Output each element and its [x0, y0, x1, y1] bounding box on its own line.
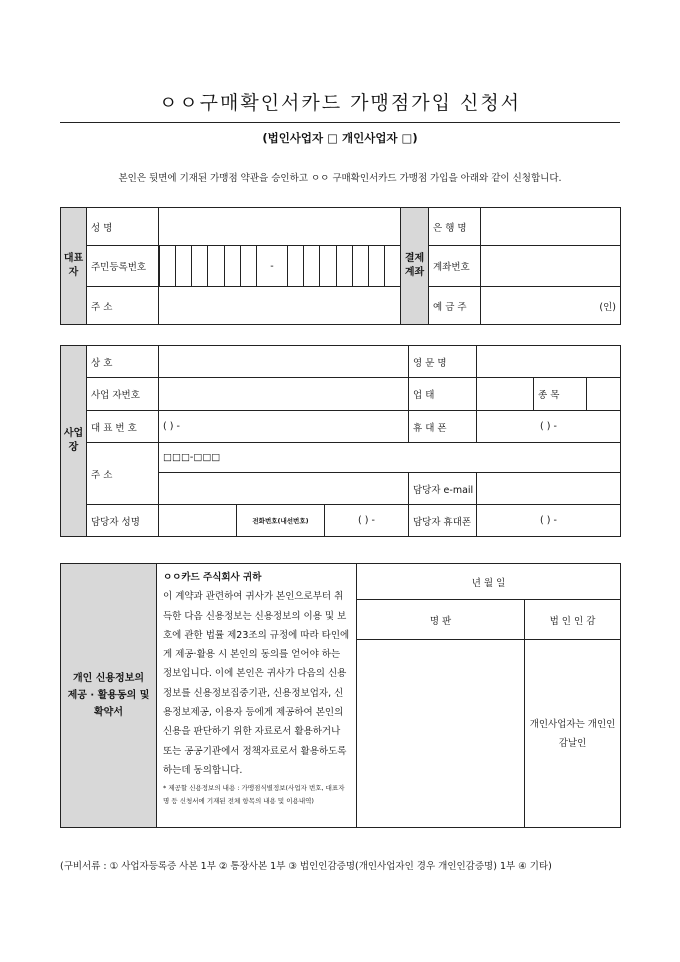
mobile-label: 휴 대 폰 [409, 411, 477, 443]
holder-field[interactable] [481, 287, 621, 325]
postal-code: □□□-□□□ [163, 452, 221, 463]
consent-heading: ㅇㅇ카드 주식회사 귀하 [163, 572, 262, 583]
form-title: ㅇㅇ구매확인서카드 가맹점가입 신청서 [158, 92, 522, 114]
payment-account-label: 결제계좌 [401, 208, 429, 325]
intro-statement: 본인은 뒷면에 기재된 가맹점 약관을 승인하고 ㅇㅇ 구매확인서카드 가맹점 가입을 아래와 같이 신청합니다. [118, 173, 562, 184]
postal-code-field[interactable] [159, 443, 621, 473]
mobile-field[interactable]: ( ) - [477, 411, 621, 443]
trade-name-label: 상 호 [87, 346, 159, 378]
consent-section-label: 개인 신용정보의 제공 · 활용동의 및 확약서 [61, 564, 157, 828]
consent-text-block [157, 564, 357, 828]
required-documents-note: (구비서류 : ① 사업자등록증 사본 1부 ② 통장사본 1부 ③ 법인인감증명(개인사업자인 경우 개인인감증명) 1부 ④ 기타) [60, 861, 552, 872]
manager-mobile-label: 담당자 휴대폰 [409, 505, 477, 537]
resident-number-label: 주민등록번호 [87, 246, 159, 287]
bank-field[interactable] [481, 208, 621, 246]
signature-label: 명 판 [357, 600, 525, 640]
title-underline [60, 122, 620, 123]
manager-email-field[interactable] [477, 473, 621, 505]
signature-field[interactable] [357, 640, 525, 828]
consent-table [60, 563, 621, 828]
business-type-cell [477, 378, 621, 411]
seal-mark: (인) [599, 301, 616, 313]
name-label: 성 명 [87, 208, 159, 246]
manager-name-label: 담당자 성명 [87, 505, 159, 537]
corporate-seal-field[interactable] [525, 640, 621, 828]
extension-phone-label: 전화번호(내선번호) [237, 505, 325, 537]
resident-number-dash: - [256, 246, 287, 286]
address-field[interactable] [159, 287, 401, 325]
english-name-label: 영 문 명 [409, 346, 477, 378]
bank-label: 은 행 명 [429, 208, 481, 246]
resident-number-field[interactable] [159, 246, 401, 287]
business-number-label: 사업 자번호 [87, 378, 159, 411]
date-field[interactable]: 년 월 일 [357, 564, 621, 600]
business-number-field[interactable] [159, 378, 409, 411]
english-name-field[interactable] [477, 346, 621, 378]
consent-body: 이 계약과 관련하여 귀사가 본인으로부터 취득한 다음 신용정보는 신용정보의 이용 및 보호에 관한 법률 제23조의 규정에 따라 타인에게 제공·활용 시 본인의 동의를 얻어야 하는 정보입니다. 이에 본인은 귀사가 다음의 신용정보를 신용정보집중기관, 신용정보업자, 신용정보제공, 이용자 등에게 제공하여 본인의 신용을 판단하기 위한 자료로서 활용하거나 또는 공공기관에서 정책자료로서 활용하도록 하는데 동의합니다. [163, 591, 350, 776]
holder-label: 예 금 주 [429, 287, 481, 325]
business-type-label: 업 태 [409, 378, 477, 411]
main-phone-label: 대 표 번 호 [87, 411, 159, 443]
trade-name-field[interactable] [159, 346, 409, 378]
name-field[interactable] [159, 208, 401, 246]
business-table [60, 345, 621, 537]
extension-phone-field[interactable]: ( ) - [325, 505, 409, 537]
address-label: 주 소 [87, 287, 159, 325]
manager-name-field[interactable] [159, 505, 237, 537]
individual-seal-note: 개인사업자는 개인인감날인 [529, 718, 616, 749]
account-number-field[interactable] [481, 246, 621, 287]
corporate-seal-label: 법 인 인 감 [525, 600, 621, 640]
manager-email-label: 담당자 e-mail [409, 473, 477, 505]
representative-table [60, 207, 621, 325]
business-item-field[interactable] [587, 378, 621, 410]
business-item-label: 종 목 [534, 378, 587, 410]
business-type-field[interactable] [477, 378, 534, 410]
manager-mobile-field[interactable]: ( ) - [477, 505, 621, 537]
main-phone-field[interactable]: ( ) - [159, 411, 409, 443]
business-section-label: 사업장 [61, 346, 87, 537]
business-address-field[interactable] [159, 473, 409, 505]
representative-section-label: 대표자 [61, 208, 87, 325]
business-address-label: 주 소 [87, 443, 159, 505]
applicant-type-line: (법인사업자 □ 개인사업자 □) [262, 131, 418, 145]
consent-note: * 제공할 신용정보의 내용 : 가맹점식별정보(사업자 번호, 대표자명 등 신청서에 기재된 전체 항목의 내용 및 이용내역) [163, 784, 345, 806]
account-number-label: 계좌번호 [429, 246, 481, 287]
